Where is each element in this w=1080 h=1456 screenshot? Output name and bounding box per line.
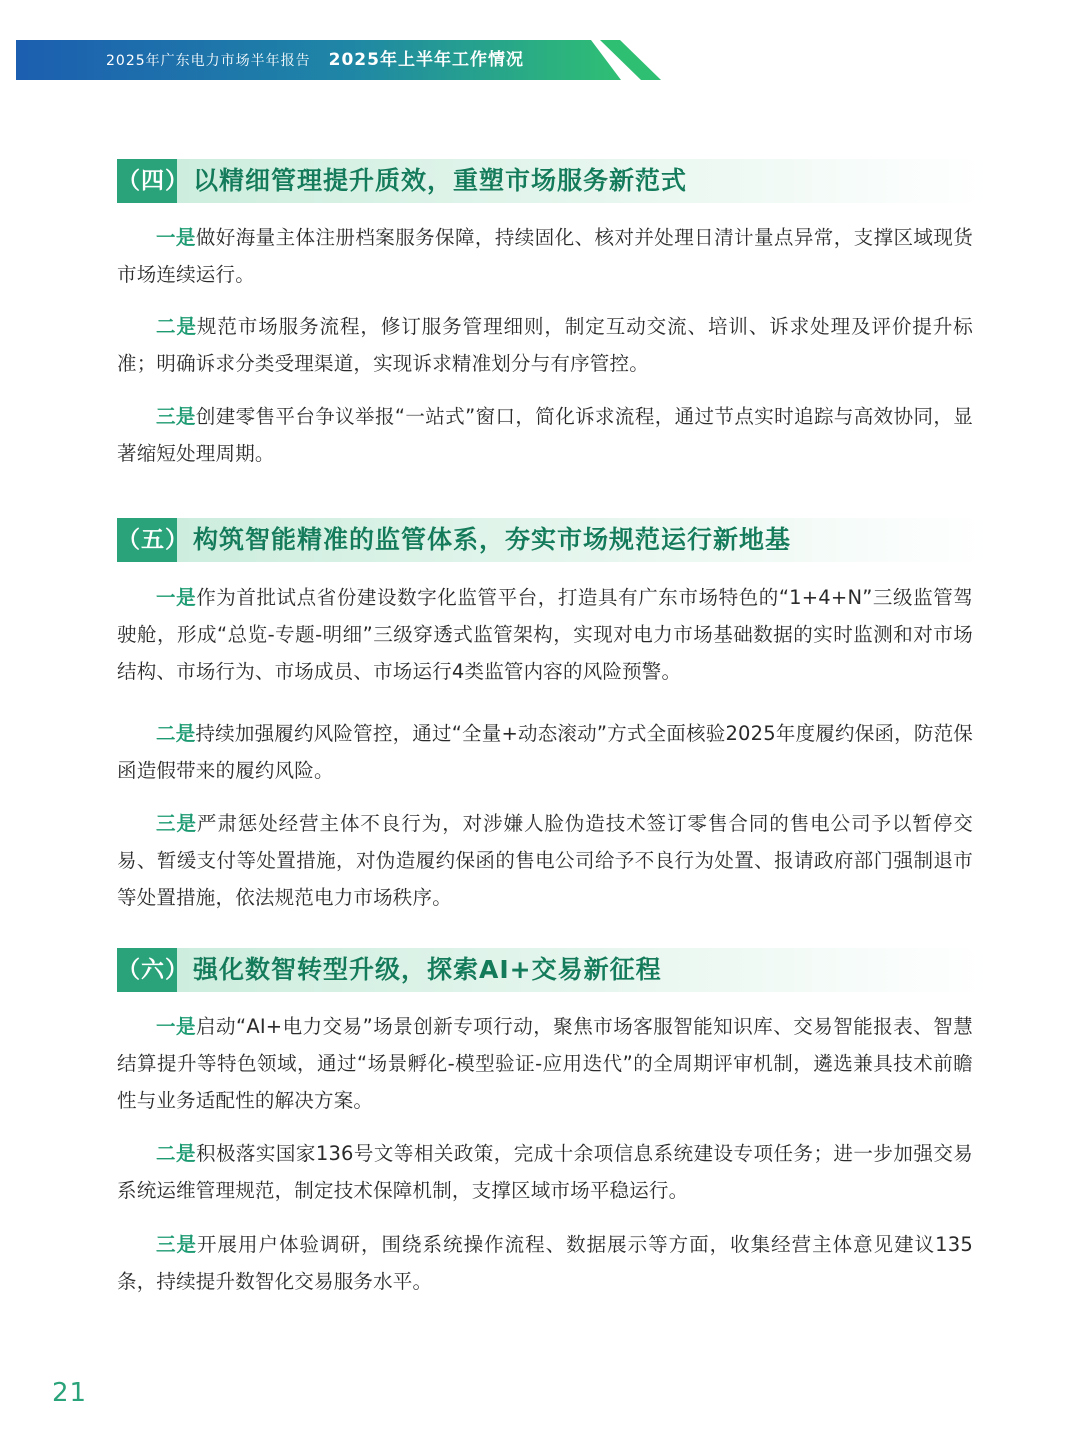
paragraph-text: 启动“AI+电力交易”场景创新专项行动，聚焦市场客服智能知识库、交易智能报表、智慧结算提升等特色领域，通过“场景孵化-模型验证-应用迭代”的全周期评审机制，遴选兼具技术前瞻性与业务适配性的解决方案。 bbox=[117, 1015, 973, 1112]
paragraph-lead: 一是 bbox=[156, 1015, 197, 1038]
page-number: 21 bbox=[52, 1378, 88, 1408]
section-header-4 bbox=[117, 159, 987, 203]
paragraph-text: 严肃惩处经营主体不良行为，对涉嫌人脸伪造技术签订零售合同的售电公司予以暂停交易、暂缓支付等处置措施，对伪造履约保函的售电公司给予不良行为处置、报请政府部门强制退市等处置措施，依法规范电力市场秩序。 bbox=[117, 812, 973, 909]
paragraph bbox=[117, 1008, 973, 1119]
section-title: 强化数智转型升级，探索AI+交易新征程 bbox=[193, 955, 662, 984]
paragraph-text: 创建零售平台争议举报“一站式”窗口，简化诉求流程，通过节点实时追踪与高效协同，显著缩短处理周期。 bbox=[117, 405, 973, 465]
paragraph bbox=[117, 1135, 973, 1209]
paragraph-text: 做好海量主体注册档案服务保障，持续固化、核对并处理日清计量点异常，支撑区域现货市场连续运行。 bbox=[117, 226, 973, 286]
paragraph-lead: 三是 bbox=[156, 405, 196, 428]
banner-text bbox=[106, 40, 524, 80]
report-title: 2025年广东电力市场半年报告 bbox=[106, 53, 311, 69]
paragraph-lead: 三是 bbox=[156, 812, 197, 835]
section-number: （四） bbox=[117, 159, 177, 203]
paragraph-text: 开展用户体验调研，围绕系统操作流程、数据展示等方面，收集经营主体意见建议135条，持续提升数智化交易服务水平。 bbox=[117, 1233, 973, 1293]
paragraph-lead: 二是 bbox=[156, 315, 197, 338]
paragraph-lead: 二是 bbox=[156, 1142, 196, 1165]
paragraph-text: 积极落实国家136号文等相关政策，完成十余项信息系统建设专项任务；进一步加强交易系统运维管理规范，制定技术保障机制，支撑区域市场平稳运行。 bbox=[117, 1142, 973, 1202]
section-number: （五） bbox=[117, 518, 177, 562]
paragraph bbox=[117, 219, 973, 293]
paragraph bbox=[117, 1226, 973, 1300]
section-title: 构筑智能精准的监管体系，夯实市场规范运行新地基 bbox=[193, 525, 792, 554]
paragraph bbox=[117, 579, 973, 690]
paragraph-text: 持续加强履约风险管控，通过“全量+动态滚动”方式全面核验2025年度履约保函，防范保函造假带来的履约风险。 bbox=[117, 722, 973, 782]
paragraph-lead: 二是 bbox=[156, 722, 196, 745]
header-banner bbox=[16, 40, 661, 80]
section-title: 以精细管理提升质效，重塑市场服务新范式 bbox=[193, 166, 688, 195]
section-header-6 bbox=[117, 948, 987, 992]
paragraph bbox=[117, 805, 973, 916]
paragraph bbox=[117, 398, 973, 472]
paragraph bbox=[117, 308, 973, 382]
paragraph-text: 规范市场服务流程，修订服务管理细则，制定互动交流、培训、诉求处理及评价提升标准；明确诉求分类受理渠道，实现诉求精准划分与有序管控。 bbox=[117, 315, 973, 375]
section-header-5 bbox=[117, 518, 987, 562]
paragraph-lead: 一是 bbox=[156, 586, 197, 609]
paragraph bbox=[117, 715, 973, 789]
paragraph-text: 作为首批试点省份建设数字化监管平台，打造具有广东市场特色的“1+4+N”三级监管驾驶舱，形成“总览-专题-明细”三级穿透式监管架构，实现对电力市场基础数据的实时监测和对市场结构、市场行为、市场成员、市场运行4类监管内容的风险预警。 bbox=[117, 586, 973, 683]
banner-section-title: 2025年上半年工作情况 bbox=[328, 50, 524, 70]
paragraph-lead: 一是 bbox=[156, 226, 196, 249]
paragraph-lead: 三是 bbox=[156, 1233, 198, 1256]
section-number: （六） bbox=[117, 948, 177, 992]
